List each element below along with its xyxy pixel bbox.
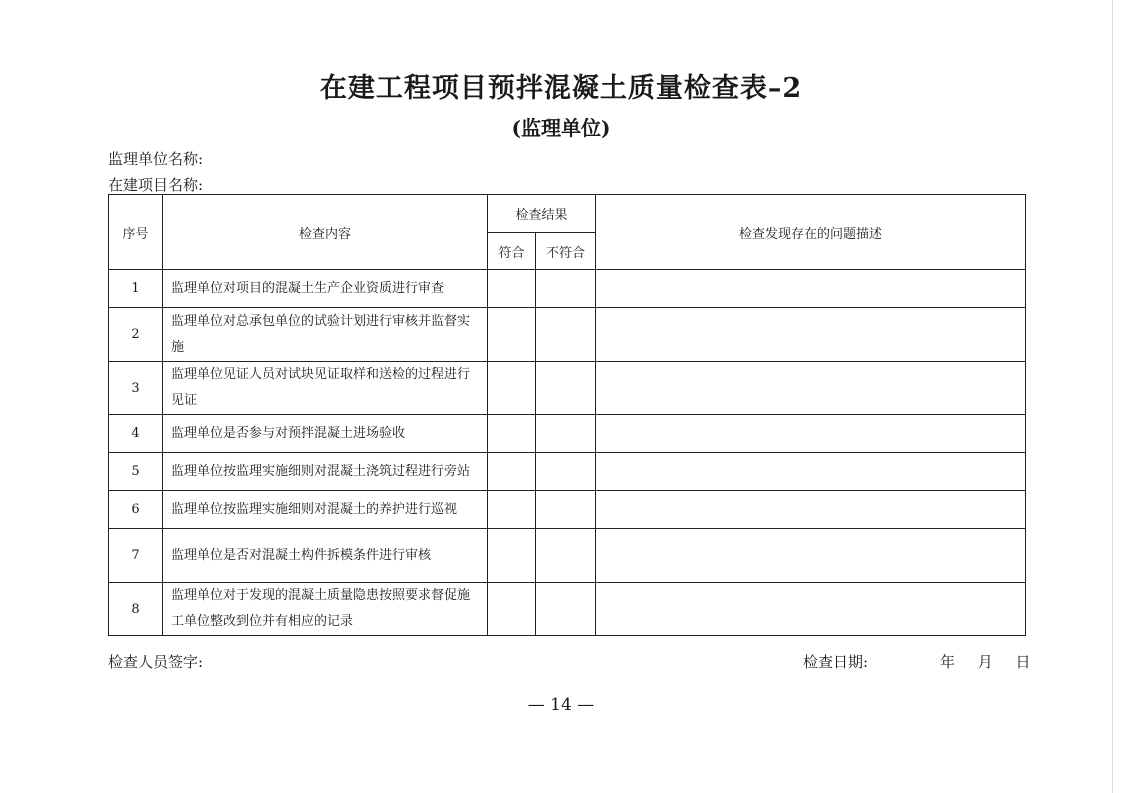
row-number: 1 — [109, 270, 163, 308]
issue-description-cell[interactable] — [596, 308, 1026, 362]
table-row — [109, 308, 1026, 362]
date-placeholder: 年 月 日 — [940, 653, 1031, 671]
table-row — [109, 415, 1026, 453]
issue-description-cell[interactable] — [596, 491, 1026, 529]
row-number: 4 — [109, 415, 163, 453]
table-row — [109, 491, 1026, 529]
row-content: 监理单位按监理实施细则对混凝土的养护进行巡视 — [163, 491, 488, 529]
row-content: 监理单位是否对混凝土构件拆模条件进行审核 — [163, 529, 488, 583]
inspection-date-label: 检查日期: — [803, 653, 869, 671]
nonconform-cell[interactable] — [536, 453, 596, 491]
conform-cell[interactable] — [488, 583, 536, 636]
header-conform: 符合 — [488, 233, 536, 270]
header-content: 检查内容 — [163, 195, 488, 270]
conform-cell[interactable] — [488, 453, 536, 491]
issue-description-cell[interactable] — [596, 453, 1026, 491]
row-content: 监理单位见证人员对试块见证取样和送检的过程进行见证 — [163, 362, 488, 415]
inspector-signature-label: 检查人员签字: — [108, 653, 204, 671]
project-name-label: 在建项目名称: — [108, 176, 204, 194]
conform-cell[interactable] — [488, 308, 536, 362]
document-subtitle: (监理单位) — [511, 116, 611, 140]
nonconform-cell[interactable] — [536, 529, 596, 583]
issue-description-cell[interactable] — [596, 415, 1026, 453]
row-number: 8 — [109, 583, 163, 636]
conform-cell[interactable] — [488, 270, 536, 308]
issue-description-cell[interactable] — [596, 529, 1026, 583]
table-row — [109, 583, 1026, 636]
inspection-table — [108, 194, 1026, 636]
row-content: 监理单位是否参与对预拌混凝土进场验收 — [163, 415, 488, 453]
row-number: 7 — [109, 529, 163, 583]
nonconform-cell[interactable] — [536, 415, 596, 453]
supervisor-unit-label: 监理单位名称: — [108, 150, 204, 168]
nonconform-cell[interactable] — [536, 583, 596, 636]
document-title: 在建工程项目预拌混凝土质量检查表–2 — [319, 73, 803, 104]
row-number: 2 — [109, 308, 163, 362]
row-content: 监理单位对于发现的混凝土质量隐患按照要求督促施工单位整改到位并有相应的记录 — [163, 583, 488, 636]
issue-description-cell[interactable] — [596, 362, 1026, 415]
header-result: 检查结果 — [488, 195, 596, 233]
row-number: 6 — [109, 491, 163, 529]
row-content: 监理单位对总承包单位的试验计划进行审核并监督实施 — [163, 308, 488, 362]
row-content: 监理单位对项目的混凝土生产企业资质进行审查 — [163, 270, 488, 308]
conform-cell[interactable] — [488, 529, 536, 583]
nonconform-cell[interactable] — [536, 491, 596, 529]
conform-cell[interactable] — [488, 491, 536, 529]
nonconform-cell[interactable] — [536, 308, 596, 362]
page-number: — 14 — — [527, 695, 595, 715]
table-row — [109, 453, 1026, 491]
row-number: 3 — [109, 362, 163, 415]
conform-cell[interactable] — [488, 415, 536, 453]
header-no: 序号 — [109, 195, 163, 270]
row-content: 监理单位按监理实施细则对混凝土浇筑过程进行旁站 — [163, 453, 488, 491]
conform-cell[interactable] — [488, 362, 536, 415]
nonconform-cell[interactable] — [536, 270, 596, 308]
table-row — [109, 270, 1026, 308]
row-number: 5 — [109, 453, 163, 491]
table-row — [109, 529, 1026, 583]
nonconform-cell[interactable] — [536, 362, 596, 415]
table-row — [109, 362, 1026, 415]
issue-description-cell[interactable] — [596, 583, 1026, 636]
issue-description-cell[interactable] — [596, 270, 1026, 308]
header-nonconform: 不符合 — [536, 233, 596, 270]
header-issues: 检查发现存在的问题描述 — [596, 195, 1026, 270]
